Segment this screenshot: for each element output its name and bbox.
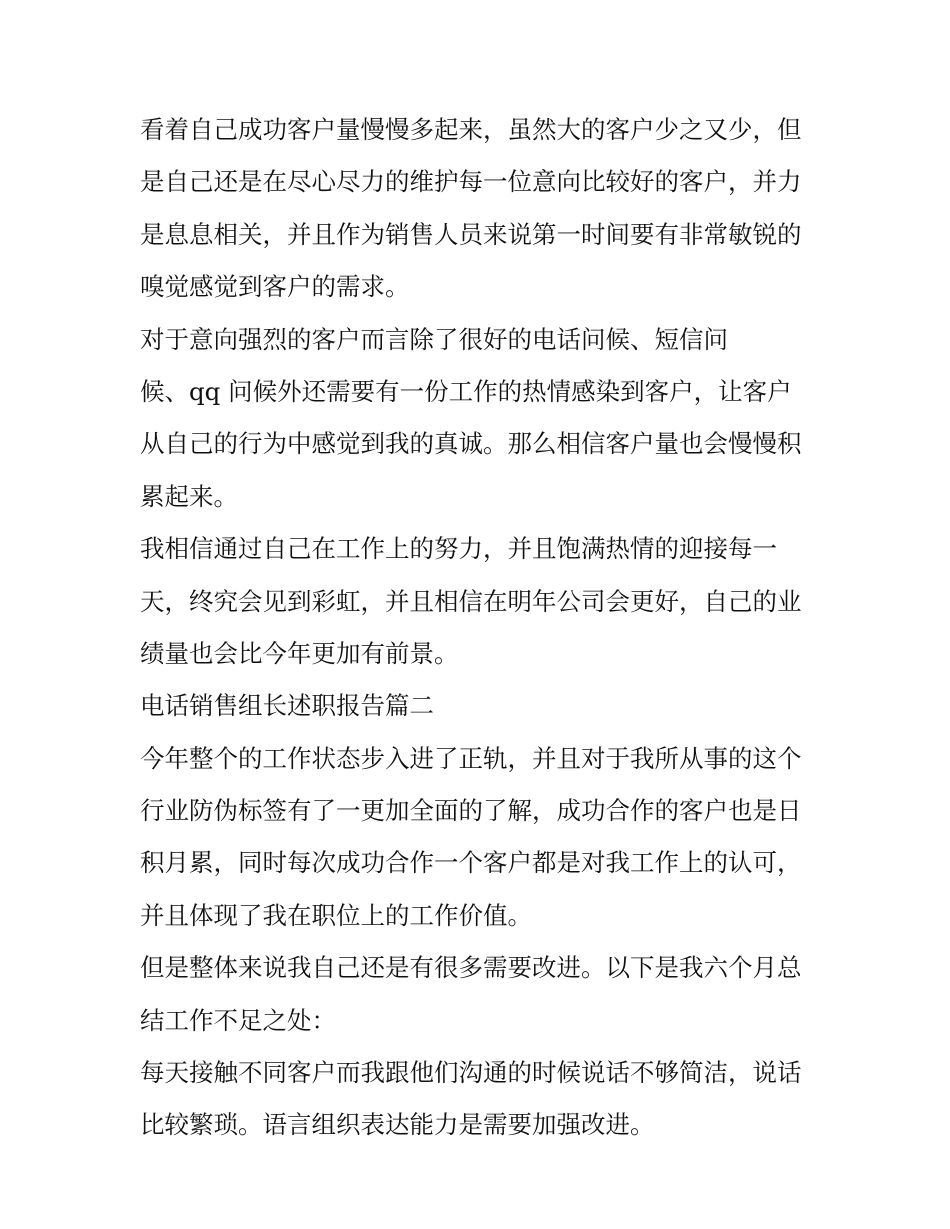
text-line-10: 天，终究会见到彩虹，并且相信在明年公司会更好，自己的业 bbox=[140, 586, 802, 616]
text-line-19: 每天接触不同客户而我跟他们沟通的时候说话不够简洁，说话 bbox=[140, 1058, 802, 1088]
text-line-5: 对于意向强烈的客户而言除了很好的电话问候、短信问 bbox=[140, 324, 728, 354]
text-line-15: 积月累，同时每次成功合作一个客户都是对我工作上的认可， bbox=[140, 848, 802, 878]
text-line-2: 是自己还是在尽心尽力的维护每一位意向比较好的客户，并力 bbox=[140, 167, 802, 197]
text-line-4: 嗅觉感觉到客户的需求。 bbox=[140, 272, 410, 302]
text-line-6: 候、qq 问候外还需要有一份工作的热情感染到客户，让客户 bbox=[140, 376, 792, 406]
text-line-18: 结工作不足之处： bbox=[140, 1005, 336, 1035]
text-line-7: 从自己的行为中感觉到我的真诚。那么相信客户量也会慢慢积 bbox=[140, 429, 802, 459]
text-line-11: 绩量也会比今年更加有前景。 bbox=[140, 638, 459, 668]
text-line-13: 今年整个的工作状态步入进了正轨，并且对于我所从事的这个 bbox=[140, 743, 802, 773]
text-line-3: 是息息相关，并且作为销售人员来说第一时间要有非常敏锐的 bbox=[140, 219, 802, 249]
text-line-17: 但是整体来说我自己还是有很多需要改进。以下是我六个月总 bbox=[140, 953, 802, 983]
text-line-8: 累起来。 bbox=[140, 481, 238, 511]
text-line-16: 并且体现了我在职位上的工作价值。 bbox=[140, 900, 532, 930]
text-line-20: 比较繁琐。语言组织表达能力是需要加强改进。 bbox=[140, 1110, 655, 1140]
text-line-9: 我相信通过自己在工作上的努力，并且饱满热情的迎接每一 bbox=[140, 534, 777, 564]
section-heading: 电话销售组长述职报告篇二 bbox=[140, 691, 434, 721]
text-line-1: 看着自己成功客户量慢慢多起来，虽然大的客户少之又少，但 bbox=[140, 115, 802, 144]
document-body bbox=[140, 104, 820, 1152]
text-line-14: 行业防伪标签有了一更加全面的了解，成功合作的客户也是日 bbox=[140, 796, 802, 826]
